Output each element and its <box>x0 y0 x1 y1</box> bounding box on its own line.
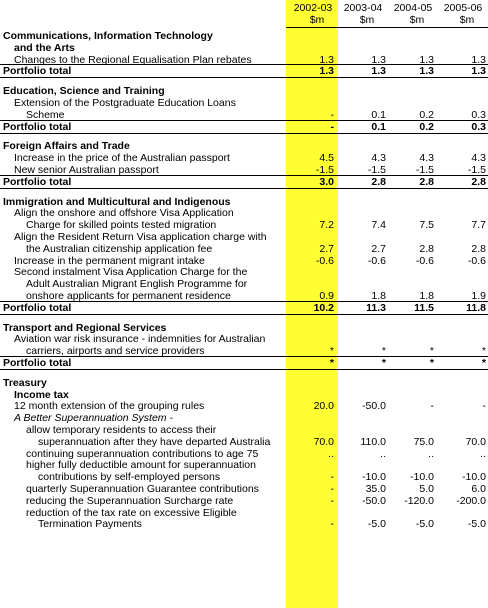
total-rule-top <box>0 301 488 302</box>
value-cell-2005-06: - <box>482 400 486 413</box>
value-cell-2003-04: -5.0 <box>367 518 386 531</box>
unit-header-2002-03: $m <box>309 14 325 26</box>
value-cell-2004-05: -10.0 <box>410 471 434 484</box>
value-cell-2002-03: * <box>329 345 334 358</box>
value-cell-2005-06: * <box>481 345 486 358</box>
row-label: Aviation war risk insurance - indemnities for Australian <box>14 333 266 346</box>
value-cell-2002-03: - <box>330 120 334 133</box>
value-cell-2002-03: 7.2 <box>319 219 334 232</box>
row-label: Align the onshore and offshore Visa Application <box>14 207 234 220</box>
year-header-2004-05: 2004-05 <box>393 2 433 14</box>
value-cell-2003-04: 11.3 <box>366 301 386 314</box>
row-label: Increase in the permanent migrant intake <box>14 254 205 267</box>
value-cell-2005-06: .. <box>480 447 486 460</box>
value-cell-2003-04: 110.0 <box>360 435 386 448</box>
value-cell-2005-06: -10.0 <box>462 471 486 484</box>
row-label: New senior Australian passport <box>14 164 159 176</box>
unit-header-2003-04: $m <box>359 14 375 26</box>
value-cell-2002-03: -1.5 <box>315 164 334 176</box>
row-label: onshore applicants for permanent residence <box>26 290 231 302</box>
value-cell-2005-06: 1.3 <box>471 53 486 66</box>
value-cell-2004-05: * <box>429 357 434 369</box>
value-cell-2004-05: 1.3 <box>419 65 434 78</box>
value-cell-2005-06: -1.5 <box>467 164 486 176</box>
value-cell-2004-05: -0.6 <box>415 254 434 267</box>
value-cell-2005-06: 0.3 <box>471 120 486 133</box>
total-rule-bottom <box>0 369 488 370</box>
total-label: Portfolio total <box>3 120 72 133</box>
value-cell-2005-06: 7.7 <box>471 219 486 232</box>
row-label: Increase in the price of the Australian passport <box>14 152 230 165</box>
section-label: and the Arts <box>14 41 75 54</box>
value-cell-2002-03: 1.3 <box>319 53 334 66</box>
value-cell-2003-04: 0.1 <box>371 120 386 133</box>
section-label: Treasury <box>3 376 47 389</box>
row-label: reducing the Superannuation Surcharge rate <box>26 494 234 507</box>
value-cell-2003-04: -50.0 <box>362 400 386 413</box>
header-underline <box>286 27 488 28</box>
value-cell-2004-05: -1.5 <box>415 164 434 176</box>
value-cell-2002-03: 3.0 <box>319 175 334 188</box>
value-cell-2004-05: 7.5 <box>419 219 434 232</box>
total-rule-top <box>0 64 488 65</box>
value-cell-2003-04: 2.8 <box>371 175 386 188</box>
value-cell-2003-04: 4.3 <box>371 152 386 165</box>
value-cell-2002-03: - <box>330 483 334 495</box>
row-label: A Better Superannuation System - <box>14 412 173 425</box>
value-cell-2004-05: 1.3 <box>419 53 434 66</box>
value-cell-2005-06: 6.0 <box>471 483 486 495</box>
value-cell-2002-03: - <box>330 108 334 121</box>
value-cell-2004-05: 2.8 <box>419 242 434 255</box>
total-rule-bottom <box>0 77 488 78</box>
value-cell-2005-06: 1.9 <box>471 290 486 302</box>
year-header-2005-06: 2005-06 <box>443 2 483 14</box>
row-label: Extension of the Postgraduate Education Loans <box>14 97 236 109</box>
value-cell-2004-05: 75.0 <box>413 435 434 448</box>
value-cell-2003-04: -0.6 <box>367 254 386 267</box>
row-label: Changes to the Regional Equalisation Plan rebates <box>14 53 252 66</box>
total-label: Portfolio total <box>3 175 72 188</box>
section-label: Immigration and Multicultural and Indigenous <box>3 195 231 208</box>
value-cell-2002-03: .. <box>328 447 334 460</box>
value-cell-2003-04: 0.1 <box>371 108 386 121</box>
value-cell-2004-05: 4.3 <box>419 152 434 165</box>
row-label: superannuation after they have departed Australia <box>38 435 271 448</box>
value-cell-2003-04: -50.0 <box>362 494 386 507</box>
row-label: Income tax <box>14 388 69 401</box>
value-cell-2002-03: 0.9 <box>319 290 334 302</box>
value-cell-2005-06: 4.3 <box>471 152 486 165</box>
value-cell-2003-04: 2.7 <box>371 242 386 255</box>
value-cell-2003-04: 7.4 <box>371 219 386 232</box>
row-label: 12 month extension of the grouping rules <box>14 400 205 413</box>
value-cell-2004-05: - <box>430 400 434 413</box>
value-cell-2004-05: 0.2 <box>419 108 434 121</box>
value-cell-2005-06: 0.3 <box>471 108 486 121</box>
value-cell-2005-06: -0.6 <box>467 254 486 267</box>
total-rule-top <box>0 175 488 176</box>
value-cell-2002-03: * <box>329 357 334 369</box>
section-label: Foreign Affairs and Trade <box>3 140 130 153</box>
value-cell-2005-06: -200.0 <box>456 494 486 507</box>
unit-header-2004-05: $m <box>409 14 425 26</box>
value-cell-2005-06: 1.3 <box>471 65 486 78</box>
value-cell-2002-03: 20.0 <box>313 400 334 413</box>
value-cell-2002-03: - <box>330 518 334 531</box>
section-label: Transport and Regional Services <box>3 321 167 334</box>
row-label: reduction of the tax rate on excessive Eligible <box>26 506 237 519</box>
row-label: Adult Australian Migrant English Programme for <box>26 278 248 291</box>
value-cell-2005-06: 2.8 <box>471 242 486 255</box>
total-rule-bottom <box>0 314 488 315</box>
row-label: Termination Payments <box>38 518 142 531</box>
value-cell-2004-05: 2.8 <box>419 175 434 188</box>
value-cell-2002-03: 10.2 <box>313 301 334 314</box>
value-cell-2004-05: -120.0 <box>404 494 434 507</box>
row-label: allow temporary residents to access their <box>26 424 217 436</box>
value-cell-2004-05: 5.0 <box>419 483 434 495</box>
value-cell-2005-06: -5.0 <box>467 518 486 531</box>
value-cell-2004-05: 0.2 <box>419 120 434 133</box>
row-label: Align the Resident Return Visa application charge with <box>14 231 267 243</box>
value-cell-2003-04: 35.0 <box>365 483 386 495</box>
total-rule-bottom <box>0 188 488 189</box>
value-cell-2005-06: 11.8 <box>466 301 486 314</box>
total-rule-top <box>0 120 488 121</box>
section-label: Education, Science and Training <box>3 85 165 98</box>
value-cell-2003-04: -1.5 <box>367 164 386 176</box>
value-cell-2003-04: * <box>381 345 386 358</box>
total-label: Portfolio total <box>3 357 72 369</box>
row-label: Scheme <box>26 108 65 121</box>
value-cell-2003-04: 1.3 <box>371 53 386 66</box>
row-label: Charge for skilled points tested migration <box>26 219 217 232</box>
value-cell-2003-04: 1.8 <box>371 290 386 302</box>
value-cell-2002-03: 2.7 <box>319 242 334 255</box>
value-cell-2004-05: -5.0 <box>415 518 434 531</box>
year-header-2003-04: 2003-04 <box>343 2 383 14</box>
value-cell-2004-05: .. <box>428 447 434 460</box>
row-label: higher fully deductible amount for superannuation <box>26 459 256 472</box>
row-label: Second instalment Visa Application Charge for the <box>14 266 248 279</box>
value-cell-2004-05: * <box>429 345 434 358</box>
value-cell-2003-04: .. <box>380 447 386 460</box>
value-cell-2005-06: 70.0 <box>465 435 486 448</box>
value-cell-2002-03: - <box>330 471 334 484</box>
value-cell-2003-04: * <box>381 357 386 369</box>
value-cell-2002-03: 1.3 <box>319 65 334 78</box>
value-cell-2002-03: - <box>330 494 334 507</box>
row-label: the Australian citizenship application fee <box>26 242 213 255</box>
total-label: Portfolio total <box>3 301 72 314</box>
value-cell-2004-05: 11.5 <box>414 301 434 314</box>
value-cell-2004-05: 1.8 <box>419 290 434 302</box>
value-cell-2002-03: 70.0 <box>313 435 334 448</box>
total-rule-top <box>0 356 488 357</box>
row-label: continuing superannuation contributions to age 75 <box>26 447 259 460</box>
row-label: carriers, airports and service providers <box>26 345 205 358</box>
unit-header-2005-06: $m <box>459 14 475 26</box>
value-cell-2005-06: * <box>481 357 486 369</box>
value-cell-2003-04: 1.3 <box>371 65 386 78</box>
value-cell-2002-03: 4.5 <box>319 152 334 165</box>
row-label: quarterly Superannuation Guarantee contributions <box>26 483 259 495</box>
row-label: contributions by self-employed persons <box>38 471 221 484</box>
table-row <box>0 518 488 531</box>
value-cell-2005-06: 2.8 <box>471 175 486 188</box>
value-cell-2003-04: -10.0 <box>362 471 386 484</box>
total-label: Portfolio total <box>3 65 72 78</box>
total-rule-bottom <box>0 133 488 134</box>
section-label: Communications, Information Technology <box>3 30 213 42</box>
year-header-2002-03: 2002-03 <box>293 2 333 14</box>
value-cell-2002-03: -0.6 <box>315 254 334 267</box>
